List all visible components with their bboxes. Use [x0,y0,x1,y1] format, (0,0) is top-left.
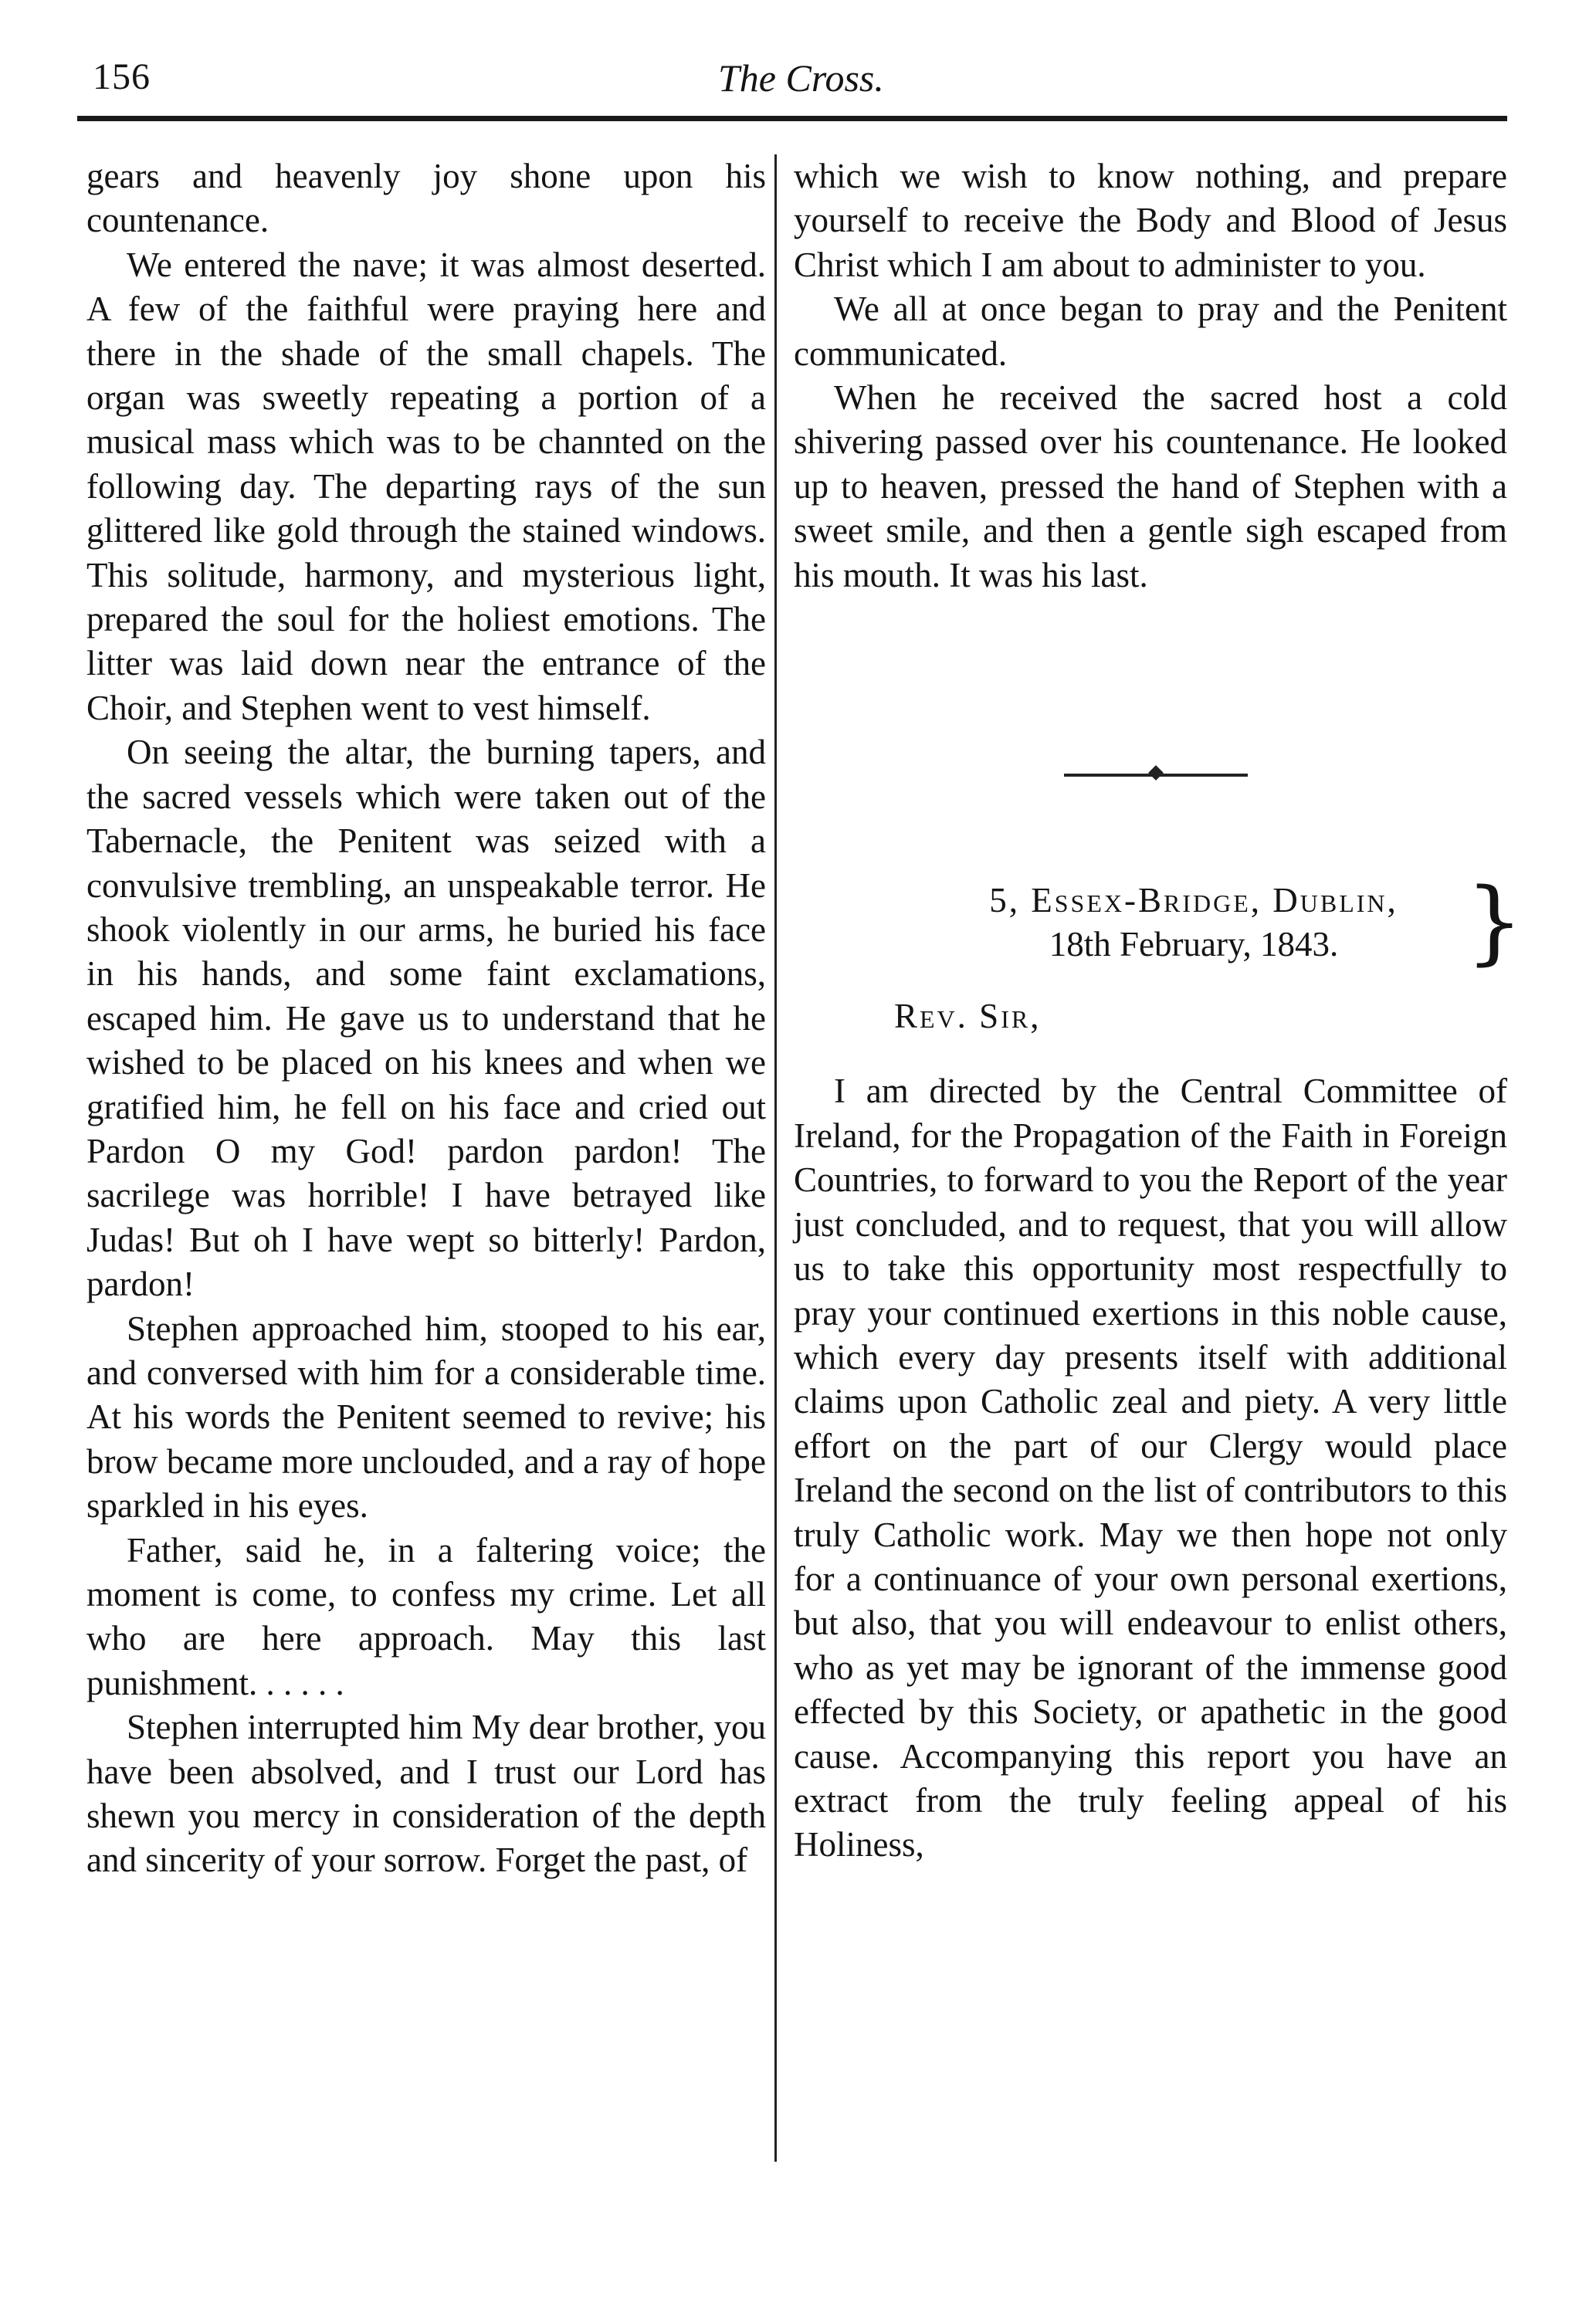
right-brace-icon: } [1466,868,1524,975]
paragraph: Stephen interrupted him My dear brother, you have been absolved, and I trust our Lord has shewn you mercy in consideration of the depth and sincerity of your sorrow. Forget the past, of [86,1708,766,1880]
column-divider [774,154,777,2162]
paragraph: We all at once began to pray and the Penitent communicated. [794,290,1507,373]
ornament-diamond-icon [1148,765,1164,781]
header-rule [77,116,1507,121]
page-number: 156 [93,56,151,97]
paragraph: gears and heavenly joy shone upon his countenance. [86,157,766,240]
letter-address [939,879,1449,967]
page-header [46,56,1513,117]
paragraph: We entered the nave; it was almost deserted. A few of the faithful were praying here and there in the shade of the small chapels. The organ was sweetly repeating a portion of a musical mass which was to be channted on the following day. The departing rays of the sun glittered like gold through the stained windows. This solitude, harmony, and mysterious light, prepared the soul for the holiest emotions. The litter was laid down near the entrance of the Choir, and Stephen went to vest himself. [86,245,766,727]
running-title: The Cross. [718,56,884,100]
paragraph: Father, said he, in a faltering voice; the moment is come, to confess my crime. Let all who are here approach. May this last punishment. . . . . . [86,1530,766,1702]
section-ornament [794,763,1507,879]
paragraph: Stephen approached him, stooped to his ear, and conversed with him for a considerable time. At his words the Penitent seemed to revive; his brow became more unclouded, and a ray of hope sparkled in his eyes. [86,1309,766,1526]
paragraph: On seeing the altar, the burning tapers, and the sacred vessels which were taken out of the Tabernacle, the Penitent was seized with a convulsive trembling, an unspeakable terror. He shook violently in our arms, he buried his face in his hands, and some faint exclamations, escaped him. He gave us to understand that he wished to be placed on his knees and when we gratified him, he fell on his face and cried out Pardon O my God! pardon pardon! The sacrilege was horrible! I have betrayed like Judas! But oh I have wept so bitterly! Pardon, pardon! [86,733,766,1304]
letter-address-block [794,868,1524,975]
paragraph: which we wish to know nothing, and prepare yourself to receive the Body and Blood of Jesus Christ which I am about to administer to you. [794,157,1507,284]
letter-date: 18th February, 1843. [1049,925,1339,964]
right-column [794,154,1524,1868]
paragraph: When he received the sacred host a cold shivering passed over his countenance. He looked up to heaven, pressed the hand of Stephen with a sweet smile, and then a gentle sigh escaped from his mouth. It was his last. [794,378,1507,594]
left-column [86,154,766,1883]
letter-salutation: Rev. Sir, [894,997,1042,1036]
address-line: 5, Essex-Bridge, Dublin, [989,881,1398,920]
letter-body: I am directed by the Central Committee of Ireland, for the Propagation of the Faith in Foreign Countries, to forward to you the Report of the year just concluded, and to request, that you will allow us to take this opportunity most respectfully to pray your continued exertions in this noble cause, which every day presents itself with additional claims upon Catholic zeal and piety. A very little effort on the part of our Clergy would place Ireland the second on the list of contributors to this truly Catholic work. May we then hope not only for a continuance of your own personal exertions, but also, that you will endeavour to enlist others, who as yet may be ignorant of the immense good effected by this Society, or apathetic in the good cause. Accompanying this report you have an extract from the truly feeling appeal of his Holiness, [794,1072,1507,1864]
